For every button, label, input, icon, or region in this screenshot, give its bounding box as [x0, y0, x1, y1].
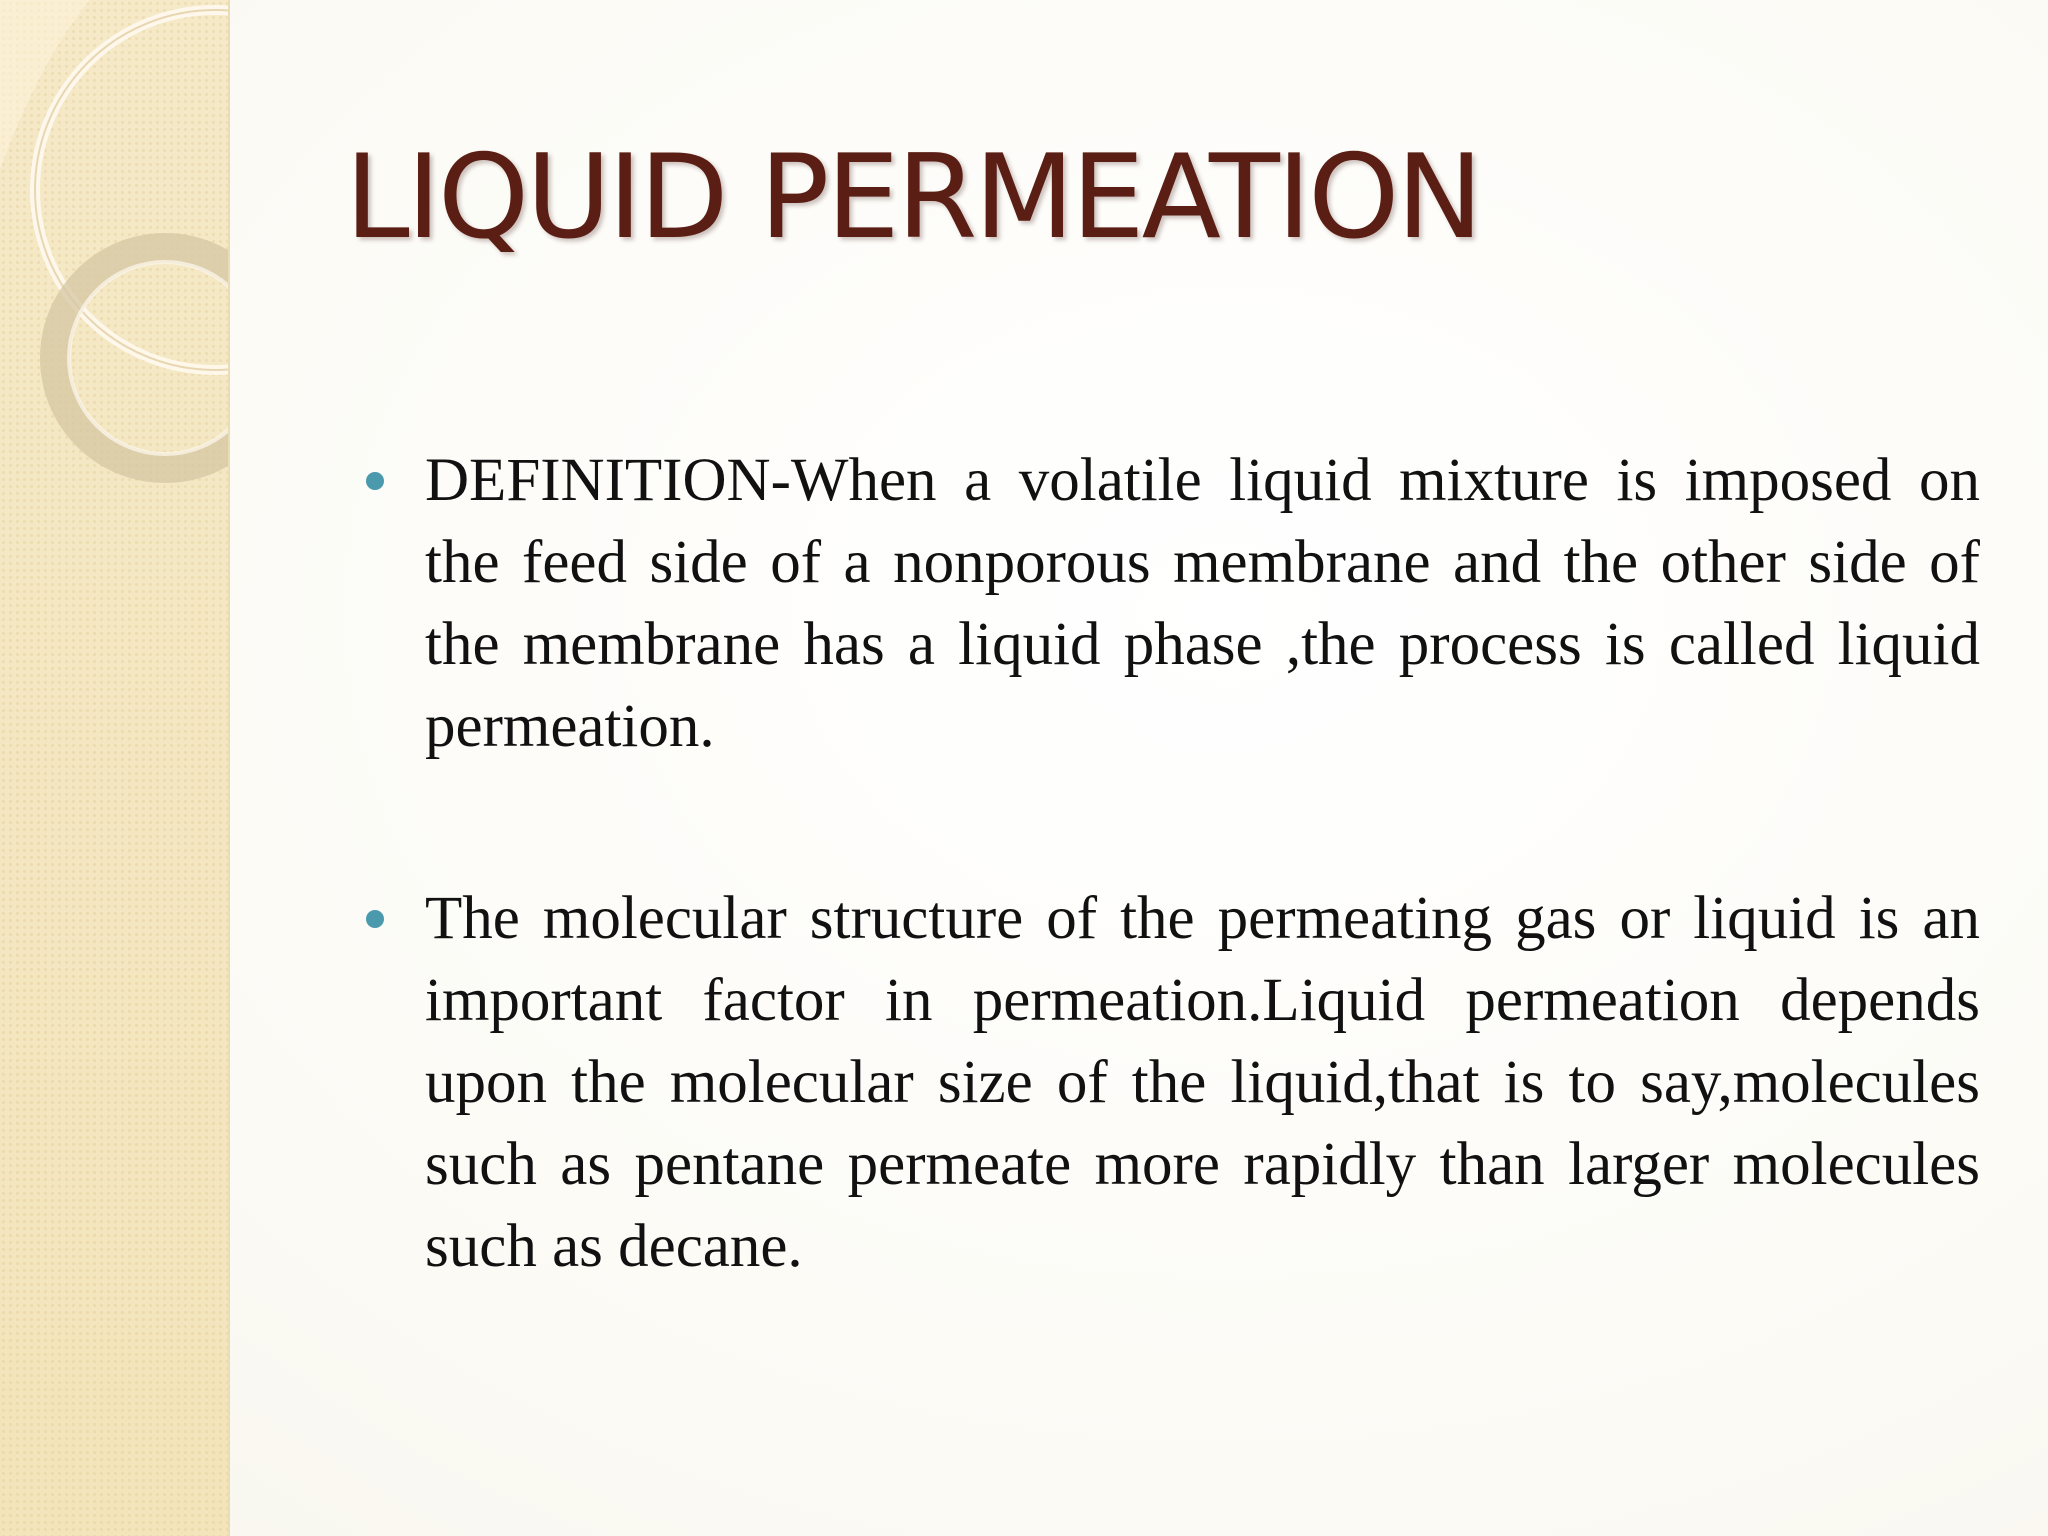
bullet-dot-icon: [366, 472, 384, 490]
slide-title: LIQUID PERMEATION: [345, 130, 1481, 265]
bullet-text: The molecular structure of the permeating gas or liquid is an important factor in permeation.Liquid permeation depends upon the molecular size of the liquid,that is to say,molecules such as pentane permeate more rapidly than larger molecules such as decane.: [425, 885, 1980, 1280]
bullet-molecular-structure: [425, 878, 1980, 1288]
bullet-definition: [425, 440, 1980, 768]
bullet-dot-icon: [366, 910, 384, 928]
bullet-text: DEFINITION-When a volatile liquid mixture is imposed on the feed side of a nonporous membrane and the other side of the membrane has a liquid phase ,the process is called liquid permeation.: [425, 447, 1980, 760]
decorative-rings: [0, 0, 228, 520]
bullet-list: [425, 440, 1980, 1398]
